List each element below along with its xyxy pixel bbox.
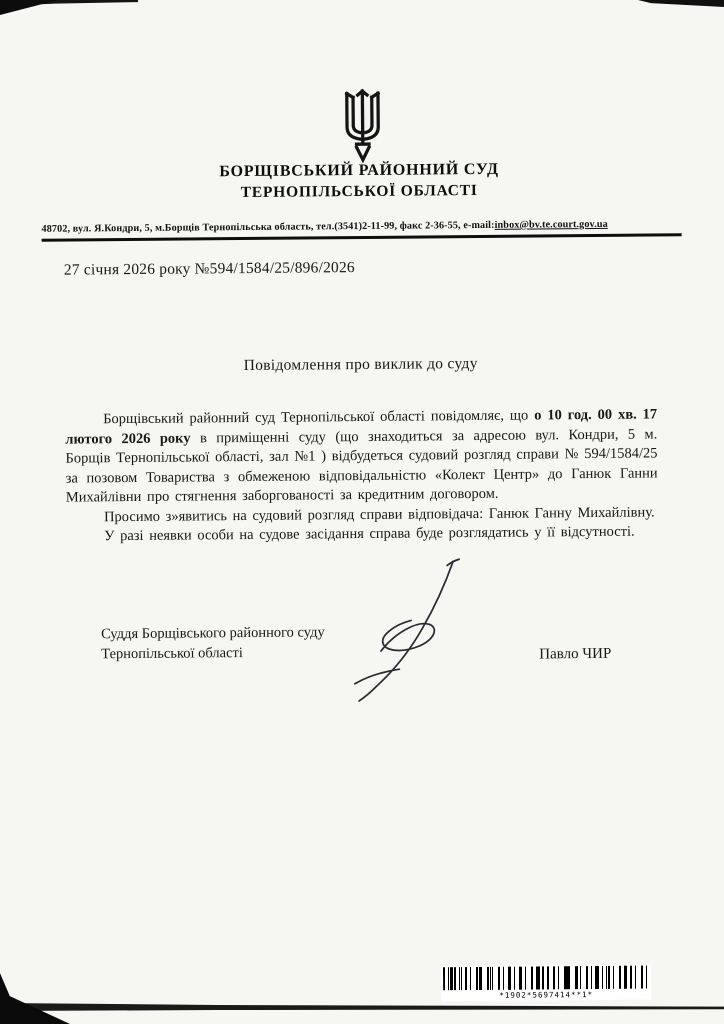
- barcode-bars: [443, 966, 649, 991]
- court-email: inbox@bv.te.court.gov.ua: [494, 218, 608, 231]
- ukraine-trident-emblem-icon: [336, 88, 389, 166]
- barcode: [441, 964, 651, 1001]
- document-body: [65, 405, 658, 547]
- court-address-text: 48702, вул. Я.Кондри, 5, м.Борщів Тернопільська область, тел.(3541)2-11-99, факс 2-36-55, e-mail:: [41, 219, 495, 235]
- court-name-line2: ТЕРНОПІЛЬСЬКОЇ ОБЛАСТІ: [240, 181, 478, 202]
- paragraph-appearance-request: Просимо з»явитись на судовий розгляд справи відповідача: Ганюк Ганну Михайлівну.: [103, 503, 655, 525]
- document-title: Повідомлення про виклик до суду: [243, 354, 478, 375]
- barcode-text: *1902*5697414**1*: [499, 990, 594, 1000]
- signer-role-line2: Тернопільської області: [101, 645, 243, 663]
- signer-role-line1: Суддя Борщівського районного суду: [100, 624, 325, 643]
- court-name-line1: БОРЩІВСЬКИЙ РАЙОННИЙ СУД: [219, 160, 499, 181]
- date-and-case-number: 27 січня 2026 року №594/1584/25/896/2026: [63, 259, 355, 279]
- handwritten-signature: [323, 553, 476, 706]
- paragraph-absence-warning: У разі неявки особи на судове засідання справа буде розглядатись у її відсутності.: [104, 523, 635, 545]
- notice-text-rest: в приміщенні суду (що знаходиться за адресою вул. Кондри, 5 м. Борщів Тернопільської області, зал №1 ) відбудеться судовий розгляд справи № 594/1584/25 за позовом Товариства з обмеженою відповідальністю «Колект Центр» до Ганюк Ганни Михайлівни про стягнення заборгованості за кредитним договором.: [65, 425, 658, 506]
- paragraph-hearing-notice: [65, 405, 658, 508]
- letterhead: [0, 157, 721, 205]
- notice-text-start: Борщівський районний суд Тернопільської області повідомляє, що: [103, 407, 535, 428]
- signer-name: Павло ЧИР: [539, 645, 612, 663]
- signer-role: [101, 622, 325, 664]
- hearing-datetime-bold: о 10 год. 00 хв. 17 лютого 2026 року: [65, 406, 658, 448]
- court-address-line: [41, 218, 681, 242]
